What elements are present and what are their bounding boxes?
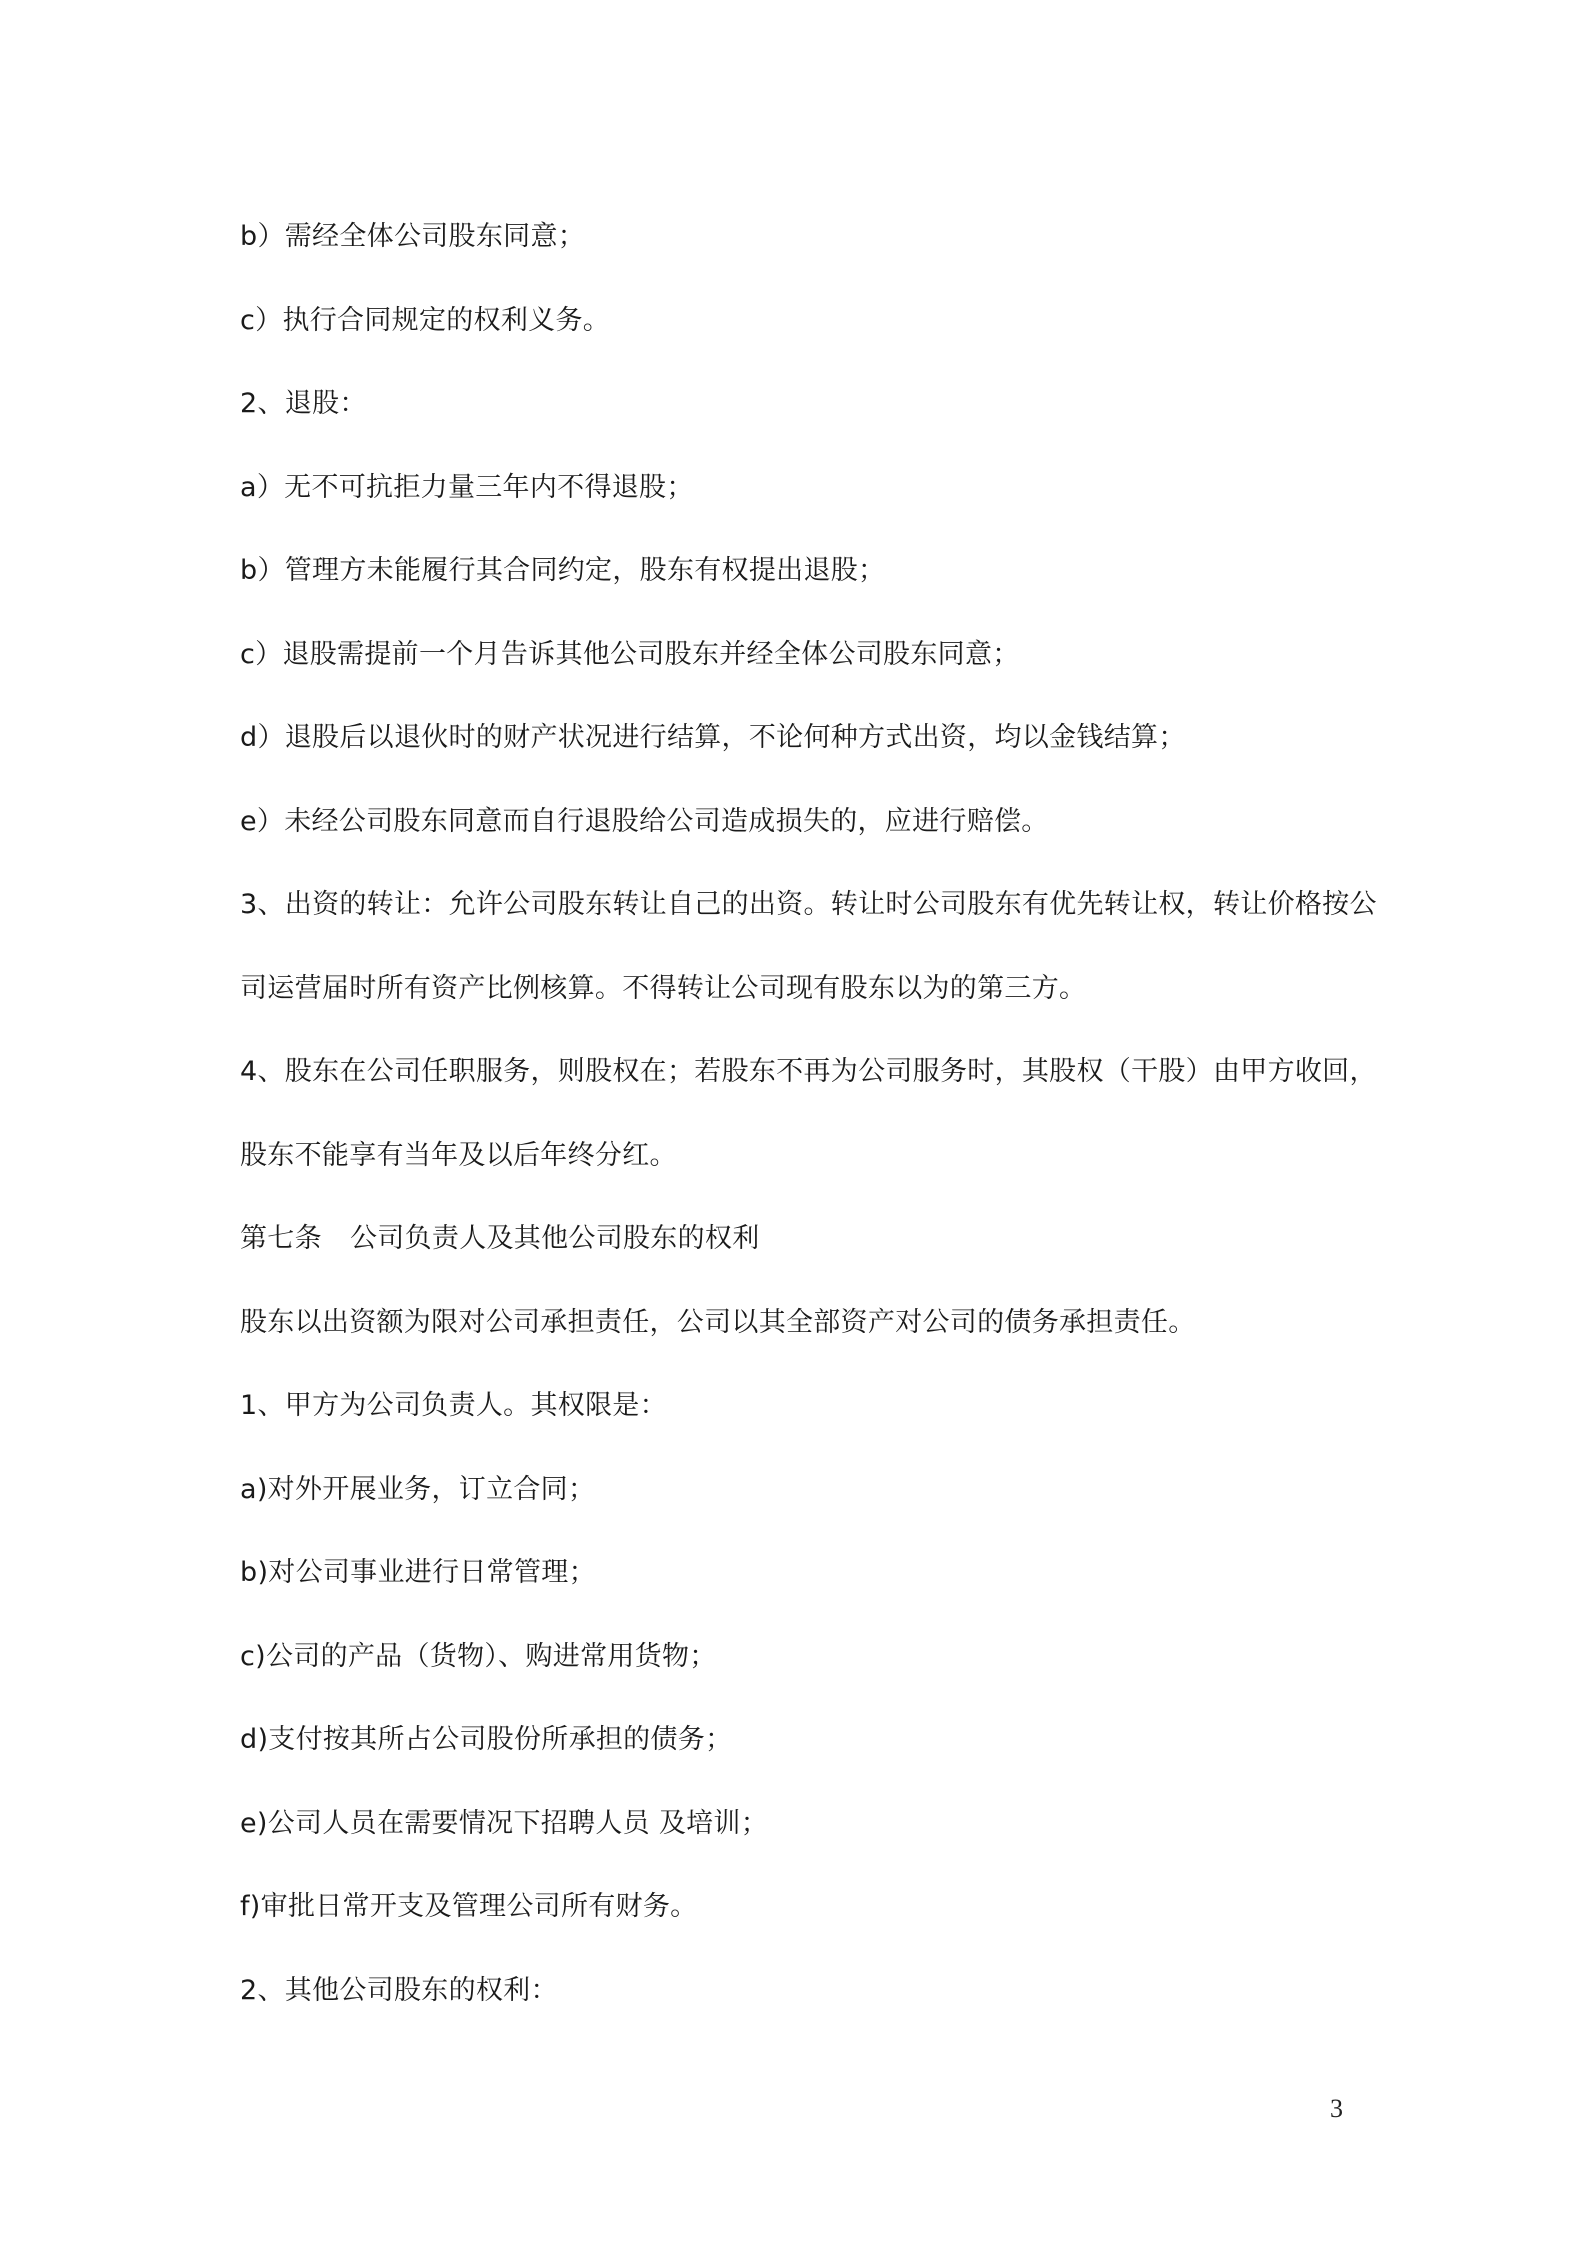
text-line: d）退股后以退伙时的财产状况进行结算，不论何种方式出资，均以金钱结算； — [240, 722, 1186, 753]
section-heading: 2、退股： — [240, 388, 367, 419]
text-line: 4、股东在公司任职服务，则股权在；若股东不再为公司服务时，其股权（干股）由甲方收回， — [240, 1056, 1377, 1087]
list-item: e)公司人员在需要情况下招聘人员 及培训； — [240, 1807, 769, 1839]
list-item: b)对公司事业进行日常管理； — [240, 1557, 596, 1588]
article-heading — [240, 1197, 1360, 1281]
section-heading: 2、其他公司股东的权利： — [240, 1974, 558, 2006]
article-title: 公司负责人及其他公司股东的权利 — [350, 1223, 760, 1254]
text-line: a）无不可抗拒力量三年内不得退股； — [240, 471, 694, 503]
document-body — [240, 195, 1377, 2032]
text-line: 3、出资的转让：允许公司股东转让自己的出资。转让时公司股东有优先转让权，转让价格按公 — [240, 889, 1377, 920]
text-line: 股东不能享有当年及以后年终分红。 — [240, 1139, 677, 1171]
text-line: c）执行合同规定的权利义务。 — [240, 304, 611, 336]
page-number: 3 — [1330, 2094, 1343, 2123]
list-item: f)审批日常开支及管理公司所有财务。 — [240, 1891, 698, 1922]
text-line: 司运营届时所有资产比例核算。不得转让公司现有股东以为的第三方。 — [240, 972, 1087, 1004]
text-line: 股东以出资额为限对公司承担责任，公司以其全部资产对公司的债务承担责任。 — [240, 1306, 1196, 1338]
article-number: 第七条 — [240, 1223, 322, 1254]
text-line: b）需经全体公司股东同意； — [240, 221, 586, 252]
text-line: e）未经公司股东同意而自行退股给公司造成损失的，应进行赔偿。 — [240, 805, 1049, 837]
list-item: d)支付按其所占公司股份所承担的债务； — [240, 1724, 733, 1755]
text-line: c）退股需提前一个月告诉其他公司股东并经全体公司股东同意； — [240, 638, 1020, 670]
section-heading: 1、甲方为公司负责人。其权限是： — [240, 1390, 667, 1421]
list-item: a)对外开展业务，订立合同； — [240, 1473, 596, 1505]
list-item: c)公司的产品（货物）、购进常用货物； — [240, 1640, 717, 1672]
text-line: b）管理方未能履行其合同约定，股东有权提出退股； — [240, 555, 886, 586]
